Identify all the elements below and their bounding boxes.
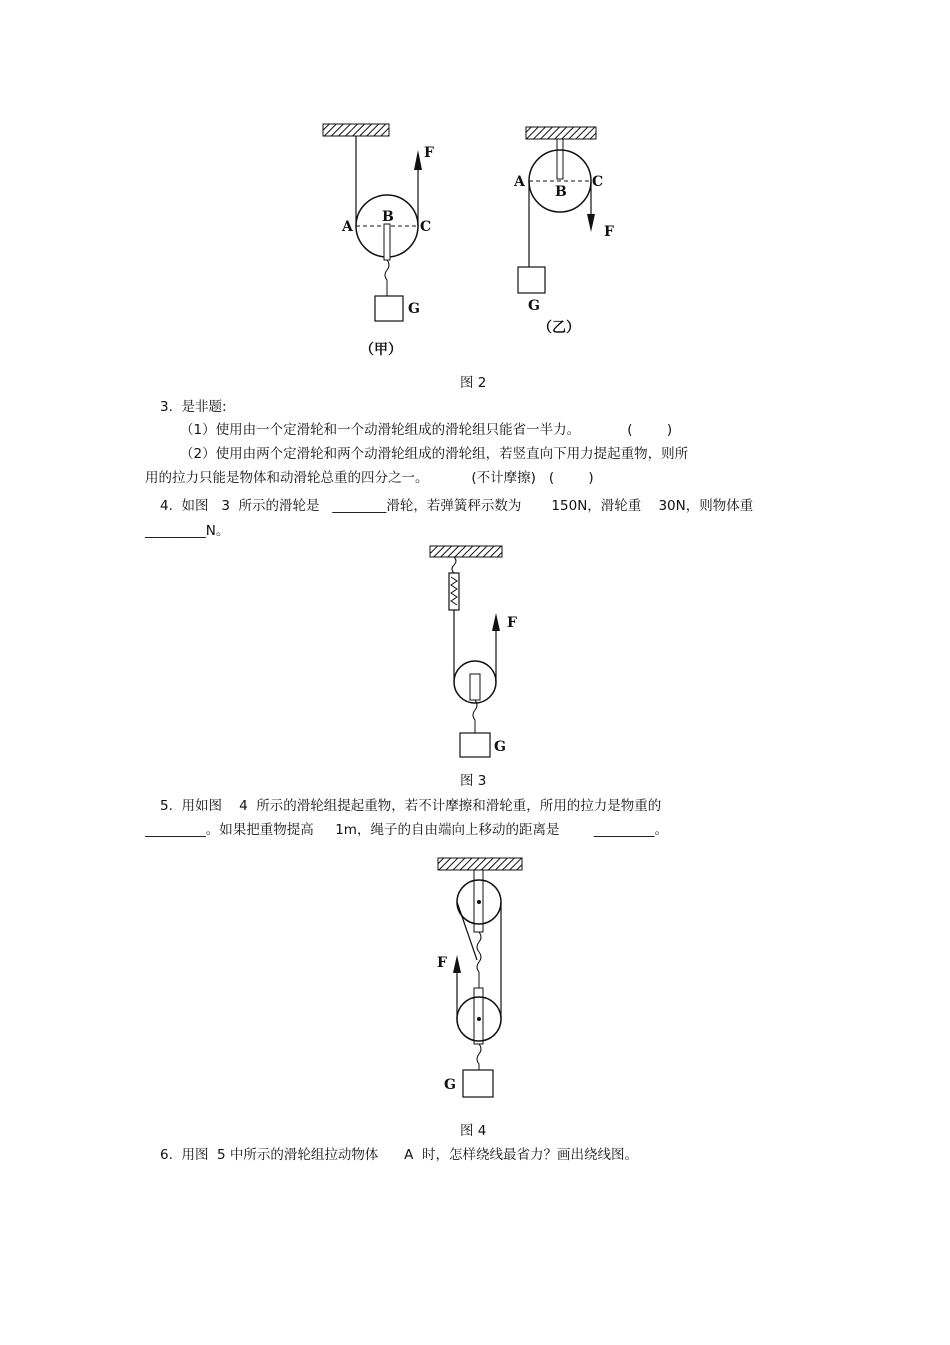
q5-line-1: 5. 用如图 4 所示的滑轮组提起重物，若不计摩擦和滑轮重，所用的拉力是物重的 [160, 798, 662, 814]
weight-box [518, 267, 545, 293]
weight-box [463, 1070, 493, 1097]
force-arrow-icon [414, 150, 422, 170]
label-A: A [342, 219, 353, 235]
weight-box [460, 733, 490, 757]
ceiling-hatch [323, 124, 389, 136]
figure-2-caption: 图 2 [460, 375, 487, 391]
q5-line-2: _________。如果把重物提高 1m，绳子的自由端向上移动的距离是 _________。 [145, 822, 669, 838]
q3-item-2-line-1: （2）使用由两个定滑轮和两个动滑轮组成的滑轮组，若竖直向下用力提起重物，则所 [180, 446, 689, 462]
axle-dot [477, 1017, 481, 1021]
weight-box [375, 296, 403, 321]
q4-line-1: 4. 如图 3 所示的滑轮是 ________滑轮，若弹簧秤示数为 150N，滑轮重 30N，则物体重 [160, 498, 754, 514]
label-F: F [437, 955, 447, 971]
hook [477, 932, 481, 988]
force-arrow-icon [453, 955, 461, 973]
q3-title: 3. 是非题: [160, 399, 227, 415]
hook [452, 557, 456, 573]
label-C: C [420, 219, 432, 235]
figure-2-left-caption: （甲） [360, 342, 402, 358]
label-B: B [555, 184, 567, 200]
ceiling-hatch [430, 546, 502, 557]
label-C: C [592, 174, 604, 190]
label-G: G [444, 1077, 456, 1093]
force-arrow-icon [492, 613, 500, 631]
axle-hanger [557, 139, 563, 179]
q3-item-1: （1）使用由一个定滑轮和一个动滑轮组成的滑轮组只能省一半力。 ( ) [180, 422, 673, 438]
q6-line-1: 6. 用图 5 中所示的滑轮组拉动物体 A 时，怎样绕线最省力？画出绕线图。 [160, 1147, 638, 1163]
force-arrow-icon [587, 214, 595, 232]
label-B: B [382, 209, 394, 225]
q3-item-2-line-2: 用的拉力只能是物体和动滑轮总重的四分之一。 (不计摩擦) ( ) [145, 470, 594, 486]
axle-dot [477, 900, 481, 904]
q4-line-2: _________N。 [145, 523, 230, 539]
figure-2-right-caption: （乙） [538, 320, 580, 336]
label-F: F [424, 145, 434, 161]
figure-4-caption: 图 4 [460, 1123, 487, 1139]
hook [385, 260, 389, 296]
label-G: G [408, 301, 420, 317]
ceiling-hatch [438, 858, 522, 870]
label-G: G [494, 739, 506, 755]
hook [473, 700, 477, 734]
axle-hanger [470, 674, 480, 700]
axle-hanger [384, 224, 390, 260]
label-G: G [528, 298, 540, 314]
label-F: F [604, 224, 614, 240]
hook [477, 1044, 481, 1070]
label-F: F [507, 615, 517, 631]
figure-3-caption: 图 3 [460, 773, 487, 789]
label-A: A [514, 174, 525, 190]
ceiling-hatch [526, 127, 596, 139]
